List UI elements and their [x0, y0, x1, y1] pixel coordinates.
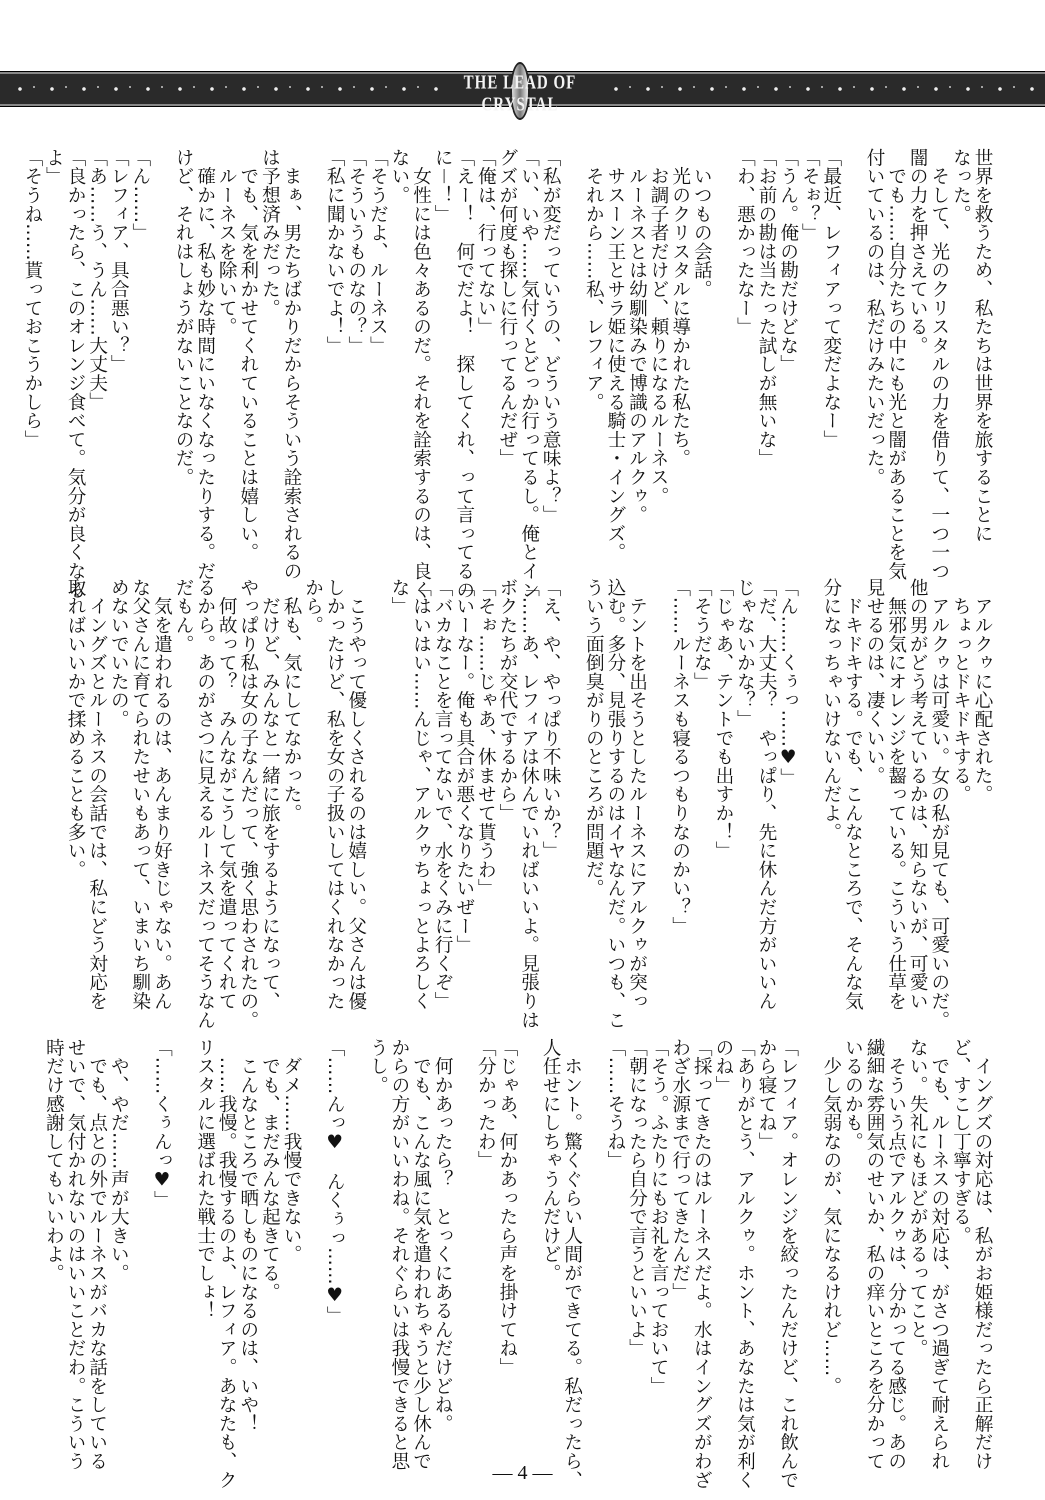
text-line: それから……私、レフィア。: [583, 148, 605, 412]
dotted-ornament: [600, 86, 1040, 92]
paragraph-break: [561, 578, 583, 998]
text-line: 「はいはい……んじゃ、アルクゥちょっとよろしく: [410, 578, 432, 1011]
text-line: に－！」: [432, 148, 454, 224]
text-line: ない。: [388, 148, 410, 205]
text-line: 「ありがとう、アルクゥ。ホント、あなたは気が利く: [734, 1038, 756, 1490]
text-line: 「うん。俺の勘だけどな」: [777, 148, 799, 374]
text-line: 取ればいいかで揉めることも多い。: [65, 578, 87, 879]
text-line: 「ん……くぅっ……♥」: [777, 578, 799, 788]
text-line: ちょっとドキドキする。: [950, 578, 972, 804]
text-line: こんなところで晒しものになるのは、いや！: [237, 1038, 259, 1433]
text-line: まぁ、男たちばかりだからそういう詮索されるの: [281, 148, 302, 581]
page-number: — 4 —: [492, 1462, 553, 1484]
text-line: せいで、気付かれないのはいいことだわ。こういう: [65, 1038, 87, 1471]
text-line: 「……そうね」: [604, 1038, 626, 1170]
text-line: リスタルに選ばれた戦士でしょ！: [194, 1038, 216, 1320]
text-line: 「そう。ふたりにもお礼を言っておいて」: [648, 1038, 670, 1396]
paragraph-break: [367, 578, 389, 998]
text-line: 「そうね……貰っておこうかしら」: [21, 148, 43, 449]
paragraph-break: [302, 1038, 324, 1448]
text-line: テントを出そうとしたルーネスにアルクゥが突っ: [626, 578, 648, 1011]
paragraph-break: [518, 1038, 540, 1448]
text-line: 「じゃあ、何かあったら声を掛けてね」: [496, 1038, 518, 1377]
text-line: いつもの会話。: [691, 148, 713, 299]
text-line: こうやって優しくされるのは嬉しい。父さんは優: [345, 578, 367, 1011]
paragraph-break: [648, 578, 670, 998]
text-line: 「……ルーネスも寝るつもりなのかい？」: [669, 578, 691, 936]
text-line: 「私に聞かないでよ！」: [324, 148, 346, 355]
text-line: わざ水源まで行ってきたんだ」: [669, 1038, 691, 1302]
text-line: 「良かったら、このオレンジ食べて。気分が良くなる: [65, 148, 87, 600]
text-line: やっぱり私は女の子なんだって、強く思わされたの。: [237, 578, 259, 1030]
text-line: 見せるのは、凄くいい。: [864, 578, 886, 785]
text-line: 「わ、悪かったなー」: [734, 148, 756, 336]
text-line: や、やだ……声が大きい。: [108, 1038, 130, 1283]
text-line: でも、気を利かせてくれていることは嬉しい。: [237, 148, 259, 562]
text-line: 「採ってきたのはルーネスだよ。水はイングズがわざ: [691, 1038, 713, 1490]
text-line: から寝てね」: [756, 1038, 778, 1151]
text-line: は予想済みだった。: [259, 148, 281, 318]
text-line: 「最近、レフィアって変だよなー」: [820, 148, 842, 449]
text-line: 「そぉ？」: [799, 148, 821, 242]
paragraph-break: [842, 148, 864, 558]
text-line: な」: [388, 578, 410, 616]
paragraph-break: [302, 148, 324, 558]
paragraph-break: [799, 1038, 821, 1448]
text-line: 分になっちゃいけないんだよ。: [820, 578, 842, 842]
text-block-top: [21, 148, 993, 600]
paragraph-break: [151, 148, 173, 558]
text-line: じゃないかな？」: [734, 578, 756, 729]
text-line: グズが何度も探しに行ってるんだぜ」: [496, 148, 518, 468]
text-line: でも、ルーネスの対応は、がさつ過ぎて耐えられ: [928, 1038, 950, 1471]
text-line: 何故って？ みんながこうして気を遣ってくれて: [216, 578, 238, 1011]
text-line: ど、すこし丁寧すぎる。: [950, 1038, 972, 1245]
text-line: アルクゥに心配された。: [972, 578, 993, 804]
text-line: 「だ、大丈夫？ やっぱり、先に休んだ方がいいん: [756, 578, 778, 1011]
text-line: 「いーなー。俺も具合が悪くなりたいぜー」: [453, 578, 475, 954]
text-line: でも、まだみんな起きてる。: [259, 1038, 281, 1302]
text-line: 何かあったら？ とっくにあるんだけどね。: [432, 1038, 454, 1433]
page-header-banner: [0, 72, 1045, 116]
text-line: 「私が変だっていうの、どういう意味よ？」: [540, 148, 562, 524]
text-line: そういう点でアルクゥは、分かってる感じ。あの: [885, 1038, 907, 1471]
text-line: 「じゃあ、テントでも出すか！」: [712, 578, 734, 860]
text-line: 「えー！ 何でだよ！ 探してくれ、って言ってるの: [453, 148, 475, 600]
text-line: サスーン王とサラ姫に使える騎士・イングズ。: [604, 148, 626, 562]
text-line: ドキドキする。でも、こんなところで、そんな気: [842, 578, 864, 1011]
text-line: 「い、いや……気付くとどっか行ってるし。俺とイン: [518, 148, 540, 600]
text-line: 闇の力を押さえている。: [907, 148, 929, 355]
text-line: 「レフィア、具合悪い？」: [108, 148, 130, 374]
text-line: アルクゥは可愛い。女の私が見ても、可愛いのだ。: [928, 578, 950, 1030]
text-line: 無邪気にオレンジを齧っている。こういう仕草を: [885, 578, 907, 1011]
header-title: THE LEAD OF CRYSTAL: [463, 72, 577, 116]
text-line: でも、点との外でルーネスがバカな話をしている: [86, 1038, 108, 1471]
text-line: 気を遣われるのは、あんまり好きじゃない。あん: [151, 578, 173, 1011]
text-line: 私も、気にしてなかった。: [281, 578, 302, 823]
text-line: めないでいたの。: [108, 578, 130, 729]
text-line: 「バカなことを言ってないで、水をくみに行くぞ」: [432, 578, 454, 1011]
text-line: な父さんに育てられたせいもあって、いまいち馴染: [129, 578, 151, 1011]
text-line: よ」: [43, 148, 65, 186]
paragraph-break: [453, 1038, 475, 1448]
text-block-bottom: [43, 1038, 993, 1490]
text-line: イングズの対応は、私がお姫様だったら正解だけ: [972, 1038, 993, 1471]
text-line: ういう面倒臭がりのところが問題だ。: [583, 578, 605, 898]
text-line: ルーネスとは幼馴染みで博識のアルクゥ。: [626, 148, 648, 524]
text-line: 光のクリスタルに導かれた私たち。: [669, 148, 691, 468]
text-line: 「……んっ♥ んくぅっ……♥」: [324, 1038, 346, 1325]
paragraph-break: [129, 1038, 151, 1448]
text-line: 付いているのは、私だけみたいだった。: [864, 148, 886, 487]
text-line: 「え、や、やっぱり不味いか？」: [540, 578, 562, 860]
paragraph-break: [712, 148, 734, 558]
text-line: 「俺は、行ってない」: [475, 148, 497, 336]
text-line: 「ん……」: [129, 148, 151, 242]
text-line: 「分かったわ」: [475, 1038, 497, 1170]
text-line: うし。: [367, 1038, 389, 1095]
text-line: 「……あ、レフィアは休んでいればいいよ。見張りは: [518, 578, 540, 1030]
text-line: ルーネスを除いて。: [216, 148, 238, 336]
text-line: ない。失礼にもほどがあるってこと。: [907, 1038, 929, 1358]
text-line: 「朝になったら自分で言うといいよ」: [626, 1038, 648, 1358]
paragraph-break: [172, 1038, 194, 1448]
text-line: 「お前の勘は当たった試しが無いな」: [756, 148, 778, 468]
paragraph-break: [345, 1038, 367, 1448]
text-line: でも、こんな風に気を遣われちゃうと少し休んで: [410, 1038, 432, 1471]
text-line: ホント。驚くぐらい人間ができてる。私だったら、: [561, 1038, 583, 1490]
text-line: 他の男がどう考えているかは、知らないが、可愛い: [907, 578, 929, 1011]
text-line: のね」: [712, 1038, 734, 1095]
dotted-ornament: [4, 86, 440, 92]
text-line: 「そうだな」: [691, 578, 713, 691]
text-line: 時だけ感謝してもいいわよ。: [43, 1038, 65, 1283]
text-line: 「レフィア。オレンジを絞ったんだけど、これ飲んで: [777, 1038, 799, 1490]
text-line: 「そうだよ、ルーネス」: [367, 148, 389, 355]
text-line: からの方がいいわね。それぐらいは我慢できると思: [388, 1038, 410, 1471]
text-line: 込む。多分、見張りするのはイヤなんだ。いつも、こ: [604, 578, 626, 1030]
text-line: だもん。: [173, 578, 195, 654]
text-block-middle: [48, 578, 993, 1030]
text-line: 「そういうものなの？」: [345, 148, 367, 355]
text-line: いるのかも。: [842, 1038, 864, 1151]
text-line: 世界を救うため、私たちは世界を旅することに: [972, 148, 993, 543]
text-line: 確かに、私も妙な時間にいなくなったりする。だ: [194, 148, 216, 581]
text-line: 繊細な雰囲気のせいか、私の痒いところを分かって: [864, 1038, 886, 1471]
paragraph-break: [583, 1038, 605, 1448]
text-line: 少し気弱なのが、気になるけれど……。: [820, 1038, 842, 1396]
paragraph-break: [561, 148, 583, 558]
text-line: でも……自分たちの中にも光と闇があることを気: [885, 148, 907, 581]
text-line: 「……くぅんっ♥」: [151, 1038, 173, 1210]
paragraph-break: [799, 578, 821, 998]
text-line: そして、光のクリスタルの力を借りて、一つ一つ: [928, 148, 950, 581]
text-line: るから。あのがさつに見えるルーネスだってそうなん: [194, 578, 216, 1030]
text-line: けど、それはしょうがないことなのだ。: [173, 148, 195, 487]
text-line: お調子者だけど、頼りになるルーネス。: [648, 148, 670, 506]
text-line: 「あ……う、うん……大丈夫」: [86, 148, 108, 412]
text-line: ……我慢。我慢するのよ、レフィア。あなたも、ク: [216, 1038, 238, 1490]
text-line: ダメ……我慢できない。: [281, 1038, 302, 1264]
text-line: ボクたちが交代でするから」: [496, 578, 518, 823]
text-line: イングズとルーネスの会話では、私にどう対応を: [86, 578, 108, 1011]
text-line: しかったけど、私を女の子扱いしてはくれなかった: [324, 578, 346, 1011]
text-line: 人任せにしちゃうんだけど。: [540, 1038, 562, 1283]
text-line: 「そぉ……じゃあ、休ませて貰うわ」: [475, 578, 497, 898]
text-line: だけど、みんなと一緒に旅をするようになって、: [259, 578, 281, 1011]
text-line: から。: [302, 578, 324, 635]
text-line: なった。: [950, 148, 972, 224]
text-line: 女性には色々あるのだ。それを詮索するのは、良く: [410, 148, 432, 600]
